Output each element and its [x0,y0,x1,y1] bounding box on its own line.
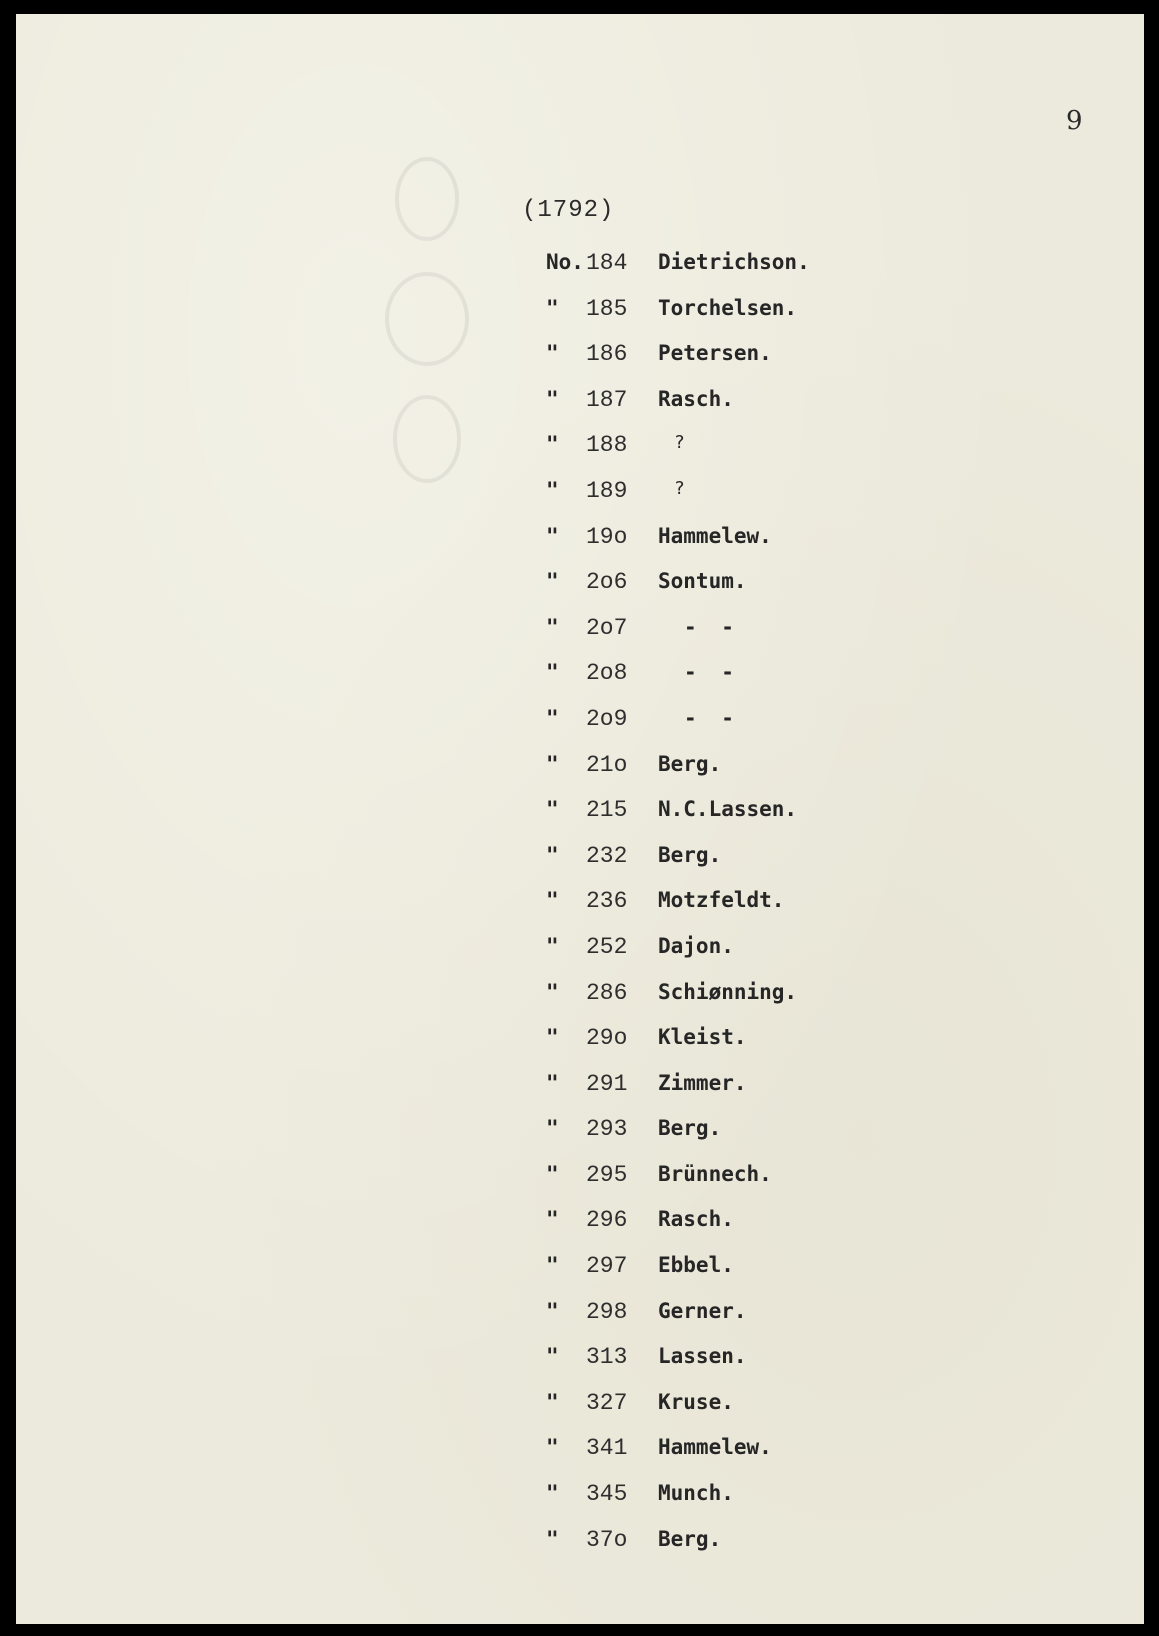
list-item [546,1427,966,1473]
list-item [546,470,966,516]
list-item [546,1382,966,1428]
entry-name: Dietrichson. [658,250,810,274]
list-item [546,652,966,698]
entry-name: Rasch. [658,386,734,411]
list-item [546,789,966,835]
list-item [546,288,966,334]
ditto-mark: " [546,888,559,913]
entry-number: 232 [586,842,628,869]
list-item [546,1199,966,1245]
ditto-mark: " [546,1161,559,1186]
ditto-mark: " [546,386,559,411]
ditto-mark: " [546,751,559,776]
entry-number: 298 [586,1298,628,1325]
list-item [546,1154,966,1200]
list-item [546,1519,966,1565]
entry-name: Ebbel. [658,1253,734,1278]
entry-name: Motzfeldt. [658,888,785,913]
entry-number: 29o [586,1025,628,1052]
entry-name: Lassen. [658,1344,747,1369]
list-item [546,1473,966,1519]
ditto-mark: " [546,1298,559,1323]
entry-number: 189 [586,477,628,504]
entry-name: - - [684,705,740,730]
list-item [546,926,966,972]
entry-name: ? [674,432,685,454]
list-item [546,1108,966,1154]
year-heading: (1792) [522,197,615,224]
ditto-mark: " [546,1116,559,1141]
entry-name: Munch. [658,1481,734,1506]
ditto-mark: " [546,1207,559,1232]
entry-number: 341 [586,1435,628,1462]
ditto-mark: " [546,1526,559,1551]
entry-name: Gerner. [658,1298,747,1323]
entry-number: 291 [586,1070,628,1097]
entry-name: Hammelew. [658,523,772,548]
entry-number: 296 [586,1207,628,1234]
ditto-mark: " [546,1435,559,1460]
ditto-mark: " [546,295,559,320]
entry-number: 19o [586,523,628,550]
entry-name: N.C.Lassen. [658,797,798,822]
entry-number: 295 [586,1161,628,1188]
list-item [546,744,966,790]
ditto-mark: " [546,842,559,867]
list-item [546,516,966,562]
document-page [16,14,1144,1624]
entry-name: Kruse. [658,1389,734,1414]
list-item [546,1017,966,1063]
entry-number: 184 [586,250,628,276]
entry-number: 345 [586,1481,628,1508]
ditto-mark: " [546,1389,559,1414]
entry-number: 188 [586,432,628,459]
entry-number: 293 [586,1116,628,1143]
entry-number: 236 [586,888,628,915]
list-item [546,424,966,470]
entry-number: 313 [586,1344,628,1371]
entry-number: 186 [586,341,628,368]
entry-number: 21o [586,751,628,778]
list-item [546,561,966,607]
ditto-mark: " [546,979,559,1004]
ditto-mark: " [546,614,559,639]
number-prefix: No. [546,250,584,274]
entry-name: Berg. [658,1116,722,1141]
entry-name: Brünnech. [658,1161,772,1186]
entry-name: Petersen. [658,341,772,366]
list-item [546,1336,966,1382]
entry-name: Berg. [658,751,722,776]
entry-number: 215 [586,797,628,824]
faint-stamp-imprint [368,139,486,499]
entry-number: 187 [586,386,628,413]
list-item [546,1245,966,1291]
entry-number: 252 [586,933,628,960]
entry-number: 2o6 [586,569,628,596]
list-item [546,1291,966,1337]
entry-name: Schiønning. [658,979,798,1004]
ditto-mark: " [546,705,559,730]
entry-number: 185 [586,295,628,322]
ditto-mark: " [546,1025,559,1050]
ditto-mark: " [546,477,559,502]
ditto-mark: " [546,660,559,685]
entry-name: Kleist. [658,1025,747,1050]
entry-number: 297 [586,1253,628,1280]
page-number: 9 [1066,106,1083,136]
entry-number: 2o8 [586,660,628,687]
ditto-mark: " [546,1344,559,1369]
entry-name: Hammelew. [658,1435,772,1460]
entry-name: Torchelsen. [658,295,798,320]
list-item [546,333,966,379]
ditto-mark: " [546,432,559,457]
ditto-mark: " [546,933,559,958]
list-item [546,698,966,744]
ditto-mark: " [546,797,559,822]
entry-name: Berg. [658,1526,722,1551]
entry-number: 37o [586,1526,628,1553]
entry-name: - - [684,660,740,685]
entry-name: - - [684,614,740,639]
entry-number: 2o7 [586,614,628,641]
list-item [546,379,966,425]
list-item [546,1063,966,1109]
entry-number: 286 [586,979,628,1006]
entry-name: Rasch. [658,1207,734,1232]
list-item [546,835,966,881]
ditto-mark: " [546,569,559,594]
register-list [546,242,966,1564]
entry-name: Sontum. [658,569,747,594]
entry-number: 327 [586,1389,628,1416]
list-item [546,242,966,288]
list-item [546,607,966,653]
entry-number: 2o9 [586,705,628,732]
list-item [546,880,966,926]
ditto-mark: " [546,1070,559,1095]
ditto-mark: " [546,523,559,548]
ditto-mark: " [546,1253,559,1278]
list-item [546,972,966,1018]
entry-name: ? [674,477,685,499]
entry-name: Berg. [658,842,722,867]
entry-name: Dajon. [658,933,734,958]
ditto-mark: " [546,1481,559,1506]
ditto-mark: " [546,341,559,366]
entry-name: Zimmer. [658,1070,747,1095]
